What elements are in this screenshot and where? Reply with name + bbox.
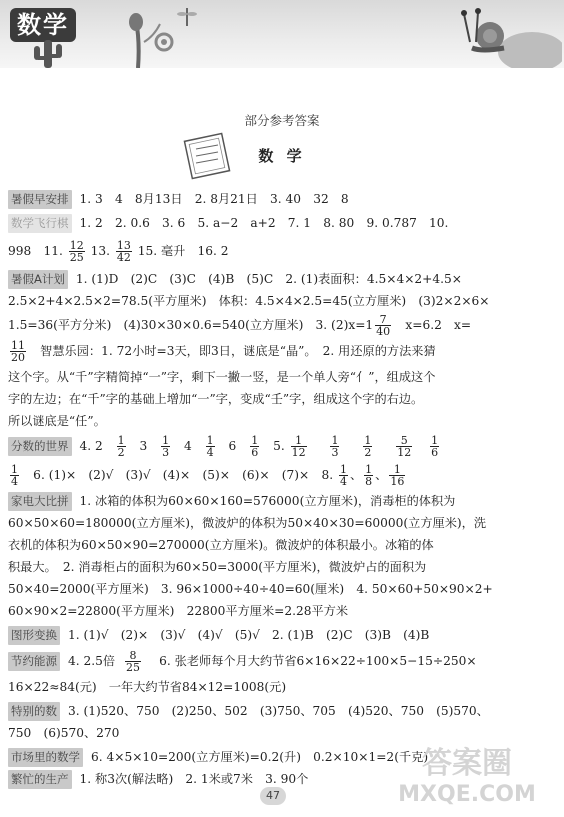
answer-row — [8, 768, 308, 790]
row-text: 1. 3 4 8月13日 2. 8月21日 3. 40 32 8 — [79, 192, 349, 206]
fraction: $\frac{1}{16}$ — [390, 463, 405, 488]
fraction: $\frac{1}{3}$ — [162, 434, 170, 459]
answer-row — [8, 268, 462, 290]
plant-illustration — [118, 12, 178, 68]
row-text: 字的左边；在“千”字的基础上增加“一”字，变成“壬”字，组成这个字的右边。 — [8, 392, 424, 406]
fraction: $\frac{1}{4}$ — [339, 463, 347, 488]
section-tag: 图形变换 — [8, 626, 60, 645]
row-text: 1.5=36(平方分米) (4)30×30×0.6=540(立方厘米) 3. (2)x=1 — [8, 318, 374, 332]
row-text: 6. 张老师每个月大约节省6×16×22÷100×5−15÷250× — [146, 654, 477, 668]
answer-row — [8, 722, 119, 744]
section-tag: 繁忙的生产 — [8, 770, 72, 789]
answer-row — [8, 388, 423, 410]
row-text: 1. 2 2. 0.6 3. 6 5. a−2 a+2 7. 1 8. 80 9. 0.787 10. — [79, 216, 449, 230]
answer-row — [8, 556, 426, 578]
fraction: $\frac{1}{6}$ — [431, 434, 439, 459]
section-tag: 数学飞行棋 — [8, 214, 72, 233]
section-tag: 家电大比拼 — [8, 492, 72, 511]
answer-row — [8, 366, 435, 388]
section-tag: 特别的数 — [8, 702, 60, 721]
fraction: $\frac{13}{42}$ — [116, 239, 131, 264]
answer-row — [8, 410, 106, 432]
fraction: $\frac{8}{25}$ — [125, 649, 140, 674]
dragonfly-illustration — [176, 6, 198, 28]
fraction: $\frac{1}{2}$ — [364, 434, 372, 459]
answer-row — [8, 624, 429, 646]
fraction: $\frac{11}{20}$ — [11, 339, 25, 364]
row-text: 6. 4×5×10=200(立方厘米)=0.2(升) 0.2×10×1=2(千克) — [91, 750, 429, 764]
row-text: 5. — [273, 439, 285, 453]
answer-row — [8, 600, 348, 622]
row-text: 60×50×60=180000(立方厘米)，微波炉的体积为50×40×30=60000(立方厘米)，洗 — [8, 516, 487, 530]
row-text: 15. 毫升 16. 2 — [137, 244, 229, 258]
row-text: 1. (1)√ (2)× (3)√ (4)√ (5)√ 2. (1)B (2)C (3)B (4)B — [68, 628, 430, 642]
svg-text:MXQE.COM: MXQE.COM — [398, 782, 536, 807]
answer-row — [8, 338, 436, 364]
section-tag: 暑假早安排 — [8, 190, 72, 209]
row-text: 3. (1)520、750 (2)250、502 (3)750、705 (4)520、750 (5)570、 — [68, 704, 489, 718]
row-text: 4 — [184, 439, 192, 453]
answer-row — [8, 700, 489, 722]
row-text: 3 — [139, 439, 148, 453]
row-text: 50×40=2000(平方厘米) 3. 96×1000÷40÷40=60(厘米) 4. 50×60+50×90×2+ — [8, 582, 493, 596]
answer-row — [8, 490, 455, 512]
answer-row — [8, 534, 434, 556]
answer-row — [8, 648, 477, 674]
row-text: 1. (1)D (2)C (3)C (4)B (5)C 2. (1)表面积：4.5×4×2+4.5× — [75, 272, 462, 286]
section-tag: 节约能源 — [8, 652, 60, 671]
fraction: $\frac{1}{2}$ — [117, 434, 125, 459]
fraction: $\frac{5}{12}$ — [397, 434, 412, 459]
row-text: 13. — [90, 244, 110, 258]
fraction: $\frac{1}{4}$ — [206, 434, 214, 459]
row-text: 积最大。 2. 消毒柜占的面积为60×50=3000(平方厘米)，微波炉占的面积为 — [8, 560, 427, 574]
fraction: $\frac{1}{3}$ — [331, 434, 339, 459]
fraction: $\frac{1}{8}$ — [365, 463, 373, 488]
row-text: 这个字。从“千”字精简掉“一”字，剩下一撇一竖，是一个单人旁“亻”，组成这个 — [8, 370, 436, 384]
row-text: 4. 2 — [79, 439, 103, 453]
fraction: $\frac{1}{12}$ — [291, 434, 306, 459]
answer-row — [8, 746, 428, 768]
page-banner — [0, 0, 564, 68]
page-number: 47 — [260, 787, 286, 805]
fraction: $\frac{7}{40}$ — [376, 313, 391, 338]
row-text: 1. 冰箱的体积为60×60×160=576000(立方厘米)，消毒柜的体积为 — [79, 494, 456, 508]
row-text: 所以谜底是“任”。 — [8, 414, 106, 428]
row-text: 60×90×2=22800(平方厘米) 22800平方厘米=2.28平方米 — [8, 604, 349, 618]
row-text: x=6.2 x= — [393, 318, 472, 332]
answer-row — [8, 578, 493, 600]
subject-label: 数学 — [10, 8, 76, 42]
answer-row — [8, 312, 471, 338]
cactus-illustration — [28, 34, 68, 68]
fraction: $\frac{12}{25}$ — [69, 239, 84, 264]
section-subtitle: 数 学 — [258, 147, 306, 165]
watermark-logo — [382, 739, 552, 809]
answer-row — [8, 676, 286, 698]
section-tag: 市场里的数学 — [8, 748, 83, 767]
row-text: 4. 2.5倍 — [68, 654, 116, 668]
fraction: $\frac{1}{4}$ — [11, 463, 18, 488]
row-text: 6 — [228, 439, 237, 453]
section-tag: 暑假A计划 — [8, 270, 68, 289]
answer-row — [8, 238, 229, 264]
row-text: 16×22≈84(元) 一年大约节省84×12=1008(元) — [8, 680, 287, 694]
row-text: 998 11. — [8, 244, 63, 258]
answer-row — [8, 188, 349, 210]
answer-row — [8, 512, 486, 534]
answer-row: $\frac{1}{4}$ 6. (1)× (2)√ (3)√ (4)× (5)× (6)× (7)× 8. $\frac{1}{4}$ 、 $\frac{1}{8}$ 、 $\frac{1}{16}$ — [11, 463, 405, 488]
section-tag: 分数的世界 — [8, 437, 72, 456]
answer-row — [8, 212, 448, 234]
answer-row — [8, 290, 490, 312]
svg-text:答案圈: 答案圈 — [422, 746, 512, 781]
section-heading: 部分参考答案 — [244, 113, 320, 128]
answer-row — [8, 432, 443, 460]
row-text: 2.5×2+4×2.5×2=78.5(平方厘米) 体积：4.5×4×2.5=45(立方厘米) (3)2×2×6× — [8, 294, 490, 308]
row-text: 衣机的体积为60×50×90=270000(立方厘米)。微波炉的体积最小。冰箱的体 — [8, 538, 434, 552]
row-text: 智慧乐园：1. 72小时=3天，即3日，谜底是“晶”。 2. 用还原的方法来猜 — [28, 344, 436, 358]
row-text: 1. 称3次(解法略) 2. 1米或7米 3. 90个 — [79, 772, 309, 786]
snail-illustration — [452, 4, 562, 68]
row-text: 750 (6)570、270 — [8, 726, 120, 740]
fraction: $\frac{1}{6}$ — [251, 434, 259, 459]
row-text: 6. (1)× (2)√ (3)√ (4)× (5)× (6)× (7)× 8. — [21, 468, 334, 482]
